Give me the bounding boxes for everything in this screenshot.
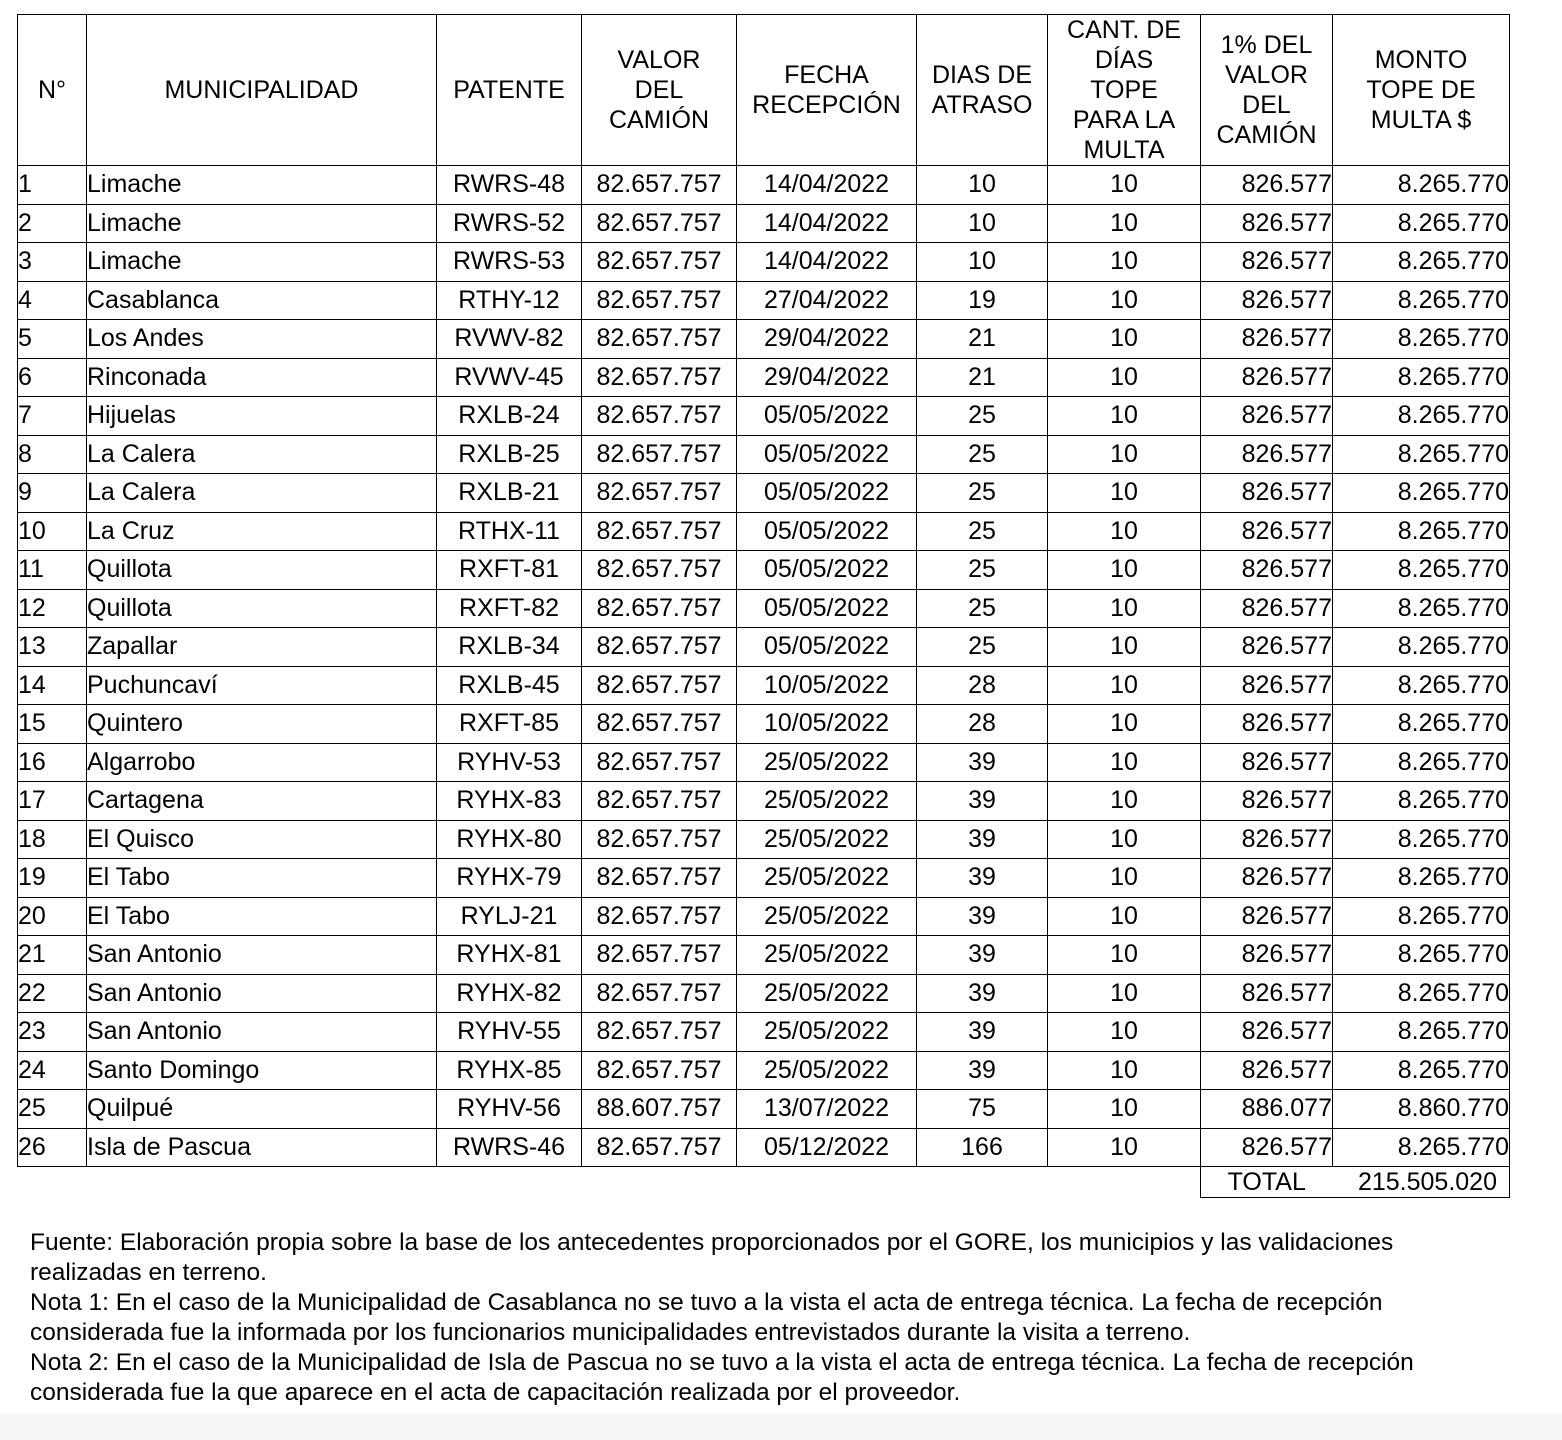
cell-patente: RXFT-81 <box>437 551 582 590</box>
table-row <box>18 166 1510 205</box>
cell-municipalidad: Quilpué <box>87 1090 437 1129</box>
table-row <box>18 628 1510 667</box>
cell-pct: 826.577 <box>1201 743 1333 782</box>
cell-tope: 10 <box>1048 705 1201 744</box>
cell-monto: 8.265.770 <box>1333 936 1510 975</box>
cell-num: 14 <box>18 666 87 705</box>
cell-valor: 88.607.757 <box>582 1090 737 1129</box>
cell-dias: 19 <box>917 281 1048 320</box>
total-label: TOTAL <box>1201 1167 1333 1198</box>
cell-dias: 25 <box>917 628 1048 667</box>
cell-fecha: 14/04/2022 <box>737 243 917 282</box>
cell-patente: RXLB-34 <box>437 628 582 667</box>
cell-tope: 10 <box>1048 1051 1201 1090</box>
cell-dias: 39 <box>917 974 1048 1013</box>
cell-patente: RYHX-80 <box>437 820 582 859</box>
cell-fecha: 25/05/2022 <box>737 743 917 782</box>
cell-num: 9 <box>18 474 87 513</box>
cell-monto: 8.265.770 <box>1333 551 1510 590</box>
cell-fecha: 25/05/2022 <box>737 974 917 1013</box>
cell-patente: RYHX-85 <box>437 1051 582 1090</box>
header-fecha: FECHA RECEPCIÓN <box>737 15 917 166</box>
cell-patente: RVWV-82 <box>437 320 582 359</box>
cell-num: 26 <box>18 1128 87 1167</box>
cell-patente: RYHV-56 <box>437 1090 582 1129</box>
cell-monto: 8.265.770 <box>1333 628 1510 667</box>
cell-patente: RWRS-46 <box>437 1128 582 1167</box>
cell-tope: 10 <box>1048 974 1201 1013</box>
header-patente: PATENTE <box>437 15 582 166</box>
cell-pct: 826.577 <box>1201 974 1333 1013</box>
cell-dias: 75 <box>917 1090 1048 1129</box>
table-row <box>18 1090 1510 1129</box>
cell-tope: 10 <box>1048 512 1201 551</box>
cell-fecha: 25/05/2022 <box>737 1013 917 1052</box>
cell-fecha: 10/05/2022 <box>737 666 917 705</box>
header-municipalidad: MUNICIPALIDAD <box>87 15 437 166</box>
cell-valor: 82.657.757 <box>582 320 737 359</box>
cell-tope: 10 <box>1048 628 1201 667</box>
table-row <box>18 204 1510 243</box>
cell-tope: 10 <box>1048 204 1201 243</box>
cell-patente: RYLJ-21 <box>437 897 582 936</box>
cell-municipalidad: San Antonio <box>87 974 437 1013</box>
cell-patente: RXLB-24 <box>437 397 582 436</box>
cell-pct: 826.577 <box>1201 936 1333 975</box>
cell-patente: RYHX-83 <box>437 782 582 821</box>
cell-municipalidad: Rinconada <box>87 358 437 397</box>
cell-pct: 826.577 <box>1201 243 1333 282</box>
cell-tope: 10 <box>1048 666 1201 705</box>
cell-dias: 39 <box>917 1013 1048 1052</box>
cell-num: 12 <box>18 589 87 628</box>
cell-monto: 8.265.770 <box>1333 281 1510 320</box>
cell-fecha: 05/05/2022 <box>737 589 917 628</box>
cell-municipalidad: Limache <box>87 204 437 243</box>
table-row <box>18 897 1510 936</box>
cell-dias: 25 <box>917 474 1048 513</box>
table-row <box>18 1051 1510 1090</box>
cell-municipalidad: La Cruz <box>87 512 437 551</box>
cell-monto: 8.265.770 <box>1333 320 1510 359</box>
table-row <box>18 820 1510 859</box>
cell-pct: 826.577 <box>1201 435 1333 474</box>
table-row <box>18 435 1510 474</box>
cell-pct: 826.577 <box>1201 859 1333 898</box>
cell-num: 25 <box>18 1090 87 1129</box>
cell-dias: 39 <box>917 1051 1048 1090</box>
cell-dias: 25 <box>917 435 1048 474</box>
cell-valor: 82.657.757 <box>582 705 737 744</box>
table-row <box>18 551 1510 590</box>
header-dias: DIAS DE ATRASO <box>917 15 1048 166</box>
cell-monto: 8.265.770 <box>1333 666 1510 705</box>
cell-pct: 826.577 <box>1201 1051 1333 1090</box>
cell-valor: 82.657.757 <box>582 1051 737 1090</box>
table-notes <box>30 1228 1510 1408</box>
cell-tope: 10 <box>1048 551 1201 590</box>
cell-valor: 82.657.757 <box>582 1013 737 1052</box>
cell-monto: 8.265.770 <box>1333 589 1510 628</box>
cell-num: 15 <box>18 705 87 744</box>
cell-dias: 28 <box>917 666 1048 705</box>
cell-fecha: 05/05/2022 <box>737 512 917 551</box>
cell-monto: 8.265.770 <box>1333 743 1510 782</box>
cell-municipalidad: Limache <box>87 243 437 282</box>
cell-tope: 10 <box>1048 243 1201 282</box>
cell-monto: 8.265.770 <box>1333 358 1510 397</box>
cell-municipalidad: La Calera <box>87 435 437 474</box>
cell-patente: RYHX-82 <box>437 974 582 1013</box>
header-tope: CANT. DE DÍAS TOPE PARA LA MULTA <box>1048 15 1201 166</box>
cell-municipalidad: San Antonio <box>87 936 437 975</box>
cell-pct: 826.577 <box>1201 551 1333 590</box>
cell-pct: 826.577 <box>1201 1013 1333 1052</box>
cell-dias: 39 <box>917 820 1048 859</box>
cell-dias: 39 <box>917 859 1048 898</box>
cell-valor: 82.657.757 <box>582 397 737 436</box>
cell-num: 7 <box>18 397 87 436</box>
cell-municipalidad: Hijuelas <box>87 397 437 436</box>
cell-pct: 826.577 <box>1201 397 1333 436</box>
cell-monto: 8.265.770 <box>1333 512 1510 551</box>
cell-pct: 826.577 <box>1201 474 1333 513</box>
cell-num: 6 <box>18 358 87 397</box>
cell-municipalidad: Santo Domingo <box>87 1051 437 1090</box>
cell-pct: 826.577 <box>1201 166 1333 205</box>
cell-valor: 82.657.757 <box>582 243 737 282</box>
cell-patente: RYHV-55 <box>437 1013 582 1052</box>
cell-patente: RYHX-81 <box>437 936 582 975</box>
cell-tope: 10 <box>1048 936 1201 975</box>
cell-tope: 10 <box>1048 897 1201 936</box>
cell-dias: 39 <box>917 743 1048 782</box>
cell-patente: RTHX-11 <box>437 512 582 551</box>
cell-monto: 8.265.770 <box>1333 705 1510 744</box>
cell-valor: 82.657.757 <box>582 204 737 243</box>
cell-dias: 39 <box>917 936 1048 975</box>
cell-monto: 8.265.770 <box>1333 474 1510 513</box>
cell-monto: 8.265.770 <box>1333 859 1510 898</box>
header-monto: MONTO TOPE DE MULTA $ <box>1333 15 1510 166</box>
cell-municipalidad: Cartagena <box>87 782 437 821</box>
cell-valor: 82.657.757 <box>582 551 737 590</box>
cell-pct: 826.577 <box>1201 782 1333 821</box>
cell-fecha: 27/04/2022 <box>737 281 917 320</box>
table-row <box>18 589 1510 628</box>
cell-num: 17 <box>18 782 87 821</box>
cell-valor: 82.657.757 <box>582 589 737 628</box>
cell-num: 24 <box>18 1051 87 1090</box>
total-spacer <box>18 1167 1201 1198</box>
cell-tope: 10 <box>1048 397 1201 436</box>
cell-patente: RVWV-45 <box>437 358 582 397</box>
cell-fecha: 14/04/2022 <box>737 166 917 205</box>
cell-municipalidad: El Tabo <box>87 859 437 898</box>
cell-tope: 10 <box>1048 1013 1201 1052</box>
cell-municipalidad: Isla de Pascua <box>87 1128 437 1167</box>
cell-patente: RYHX-79 <box>437 859 582 898</box>
table-row <box>18 1013 1510 1052</box>
cell-municipalidad: Quillota <box>87 589 437 628</box>
table-row <box>18 782 1510 821</box>
cell-fecha: 05/05/2022 <box>737 628 917 667</box>
header-num: N° <box>18 15 87 166</box>
cell-dias: 10 <box>917 204 1048 243</box>
cell-municipalidad: Quillota <box>87 551 437 590</box>
cell-valor: 82.657.757 <box>582 743 737 782</box>
cell-monto: 8.265.770 <box>1333 782 1510 821</box>
cell-fecha: 05/05/2022 <box>737 397 917 436</box>
cell-fecha: 29/04/2022 <box>737 358 917 397</box>
cell-monto: 8.265.770 <box>1333 897 1510 936</box>
cell-monto: 8.265.770 <box>1333 1051 1510 1090</box>
cell-valor: 82.657.757 <box>582 281 737 320</box>
cell-valor: 82.657.757 <box>582 628 737 667</box>
cell-num: 19 <box>18 859 87 898</box>
cell-patente: RTHY-12 <box>437 281 582 320</box>
cell-dias: 39 <box>917 782 1048 821</box>
cell-pct: 826.577 <box>1201 320 1333 359</box>
table-row <box>18 474 1510 513</box>
cell-patente: RXLB-21 <box>437 474 582 513</box>
cell-valor: 82.657.757 <box>582 666 737 705</box>
cell-num: 22 <box>18 974 87 1013</box>
cell-fecha: 25/05/2022 <box>737 1051 917 1090</box>
cell-valor: 82.657.757 <box>582 897 737 936</box>
cell-num: 20 <box>18 897 87 936</box>
cell-dias: 25 <box>917 589 1048 628</box>
cell-valor: 82.657.757 <box>582 782 737 821</box>
cell-pct: 826.577 <box>1201 628 1333 667</box>
cell-dias: 10 <box>917 166 1048 205</box>
fines-table <box>17 14 1510 1198</box>
cell-pct: 826.577 <box>1201 897 1333 936</box>
total-value: 215.505.020 <box>1333 1167 1510 1198</box>
table-row <box>18 397 1510 436</box>
table-row <box>18 705 1510 744</box>
table-row <box>18 974 1510 1013</box>
cell-num: 4 <box>18 281 87 320</box>
cell-municipalidad: Quintero <box>87 705 437 744</box>
cell-tope: 10 <box>1048 281 1201 320</box>
cell-monto: 8.860.770 <box>1333 1090 1510 1129</box>
cell-pct: 826.577 <box>1201 358 1333 397</box>
cell-municipalidad: Puchuncaví <box>87 666 437 705</box>
table-header-row <box>18 15 1510 166</box>
cell-pct: 886.077 <box>1201 1090 1333 1129</box>
cell-pct: 826.577 <box>1201 204 1333 243</box>
cell-tope: 10 <box>1048 435 1201 474</box>
cell-monto: 8.265.770 <box>1333 974 1510 1013</box>
cell-fecha: 05/05/2022 <box>737 435 917 474</box>
cell-monto: 8.265.770 <box>1333 435 1510 474</box>
cell-dias: 166 <box>917 1128 1048 1167</box>
source-note: Fuente: Elaboración propia sobre la base de los antecedentes proporcionados por el GORE, los municipios y las validaciones realizadas en terreno. <box>30 1229 1394 1286</box>
table-body <box>18 166 1510 1167</box>
cell-patente: RWRS-52 <box>437 204 582 243</box>
cell-valor: 82.657.757 <box>582 166 737 205</box>
cell-tope: 10 <box>1048 166 1201 205</box>
cell-tope: 10 <box>1048 474 1201 513</box>
cell-pct: 826.577 <box>1201 281 1333 320</box>
cell-fecha: 25/05/2022 <box>737 936 917 975</box>
cell-municipalidad: Algarrobo <box>87 743 437 782</box>
cell-fecha: 25/05/2022 <box>737 859 917 898</box>
cell-num: 18 <box>18 820 87 859</box>
cell-municipalidad: La Calera <box>87 474 437 513</box>
table-row <box>18 859 1510 898</box>
cell-fecha: 05/05/2022 <box>737 551 917 590</box>
cell-dias: 25 <box>917 512 1048 551</box>
cell-fecha: 25/05/2022 <box>737 782 917 821</box>
cell-municipalidad: Casablanca <box>87 281 437 320</box>
cell-monto: 8.265.770 <box>1333 243 1510 282</box>
cell-municipalidad: San Antonio <box>87 1013 437 1052</box>
cell-monto: 8.265.770 <box>1333 204 1510 243</box>
cell-num: 10 <box>18 512 87 551</box>
cell-tope: 10 <box>1048 1128 1201 1167</box>
cell-fecha: 25/05/2022 <box>737 820 917 859</box>
cell-tope: 10 <box>1048 782 1201 821</box>
cell-num: 1 <box>18 166 87 205</box>
note-1: Nota 1: En el caso de la Municipalidad de Casablanca no se tuvo a la vista el acta de entrega técnica. La fecha de recepción considerada fue la informada por los funcionarios municipalidades entrevistados durante la visita a terreno. <box>30 1289 1383 1346</box>
cell-dias: 39 <box>917 897 1048 936</box>
cell-dias: 21 <box>917 358 1048 397</box>
cell-monto: 8.265.770 <box>1333 1128 1510 1167</box>
cell-fecha: 13/07/2022 <box>737 1090 917 1129</box>
cell-fecha: 10/05/2022 <box>737 705 917 744</box>
cell-fecha: 25/05/2022 <box>737 897 917 936</box>
cell-municipalidad: El Tabo <box>87 897 437 936</box>
table-row <box>18 666 1510 705</box>
cell-valor: 82.657.757 <box>582 974 737 1013</box>
table-row <box>18 936 1510 975</box>
cell-fecha: 05/05/2022 <box>737 474 917 513</box>
cell-tope: 10 <box>1048 320 1201 359</box>
cell-num: 2 <box>18 204 87 243</box>
cell-tope: 10 <box>1048 1090 1201 1129</box>
cell-pct: 826.577 <box>1201 705 1333 744</box>
table-row <box>18 358 1510 397</box>
cell-tope: 10 <box>1048 743 1201 782</box>
cell-num: 13 <box>18 628 87 667</box>
cell-dias: 25 <box>917 397 1048 436</box>
cell-fecha: 05/12/2022 <box>737 1128 917 1167</box>
cell-valor: 82.657.757 <box>582 474 737 513</box>
cell-dias: 10 <box>917 243 1048 282</box>
cell-num: 3 <box>18 243 87 282</box>
cell-monto: 8.265.770 <box>1333 820 1510 859</box>
cell-patente: RXLB-25 <box>437 435 582 474</box>
cell-fecha: 14/04/2022 <box>737 204 917 243</box>
cell-num: 21 <box>18 936 87 975</box>
cell-monto: 8.265.770 <box>1333 397 1510 436</box>
cell-patente: RWRS-48 <box>437 166 582 205</box>
cell-valor: 82.657.757 <box>582 820 737 859</box>
cell-dias: 21 <box>917 320 1048 359</box>
cell-patente: RWRS-53 <box>437 243 582 282</box>
cell-dias: 28 <box>917 705 1048 744</box>
cell-valor: 82.657.757 <box>582 859 737 898</box>
header-pct: 1% DEL VALOR DEL CAMIÓN <box>1201 15 1333 166</box>
cell-fecha: 29/04/2022 <box>737 320 917 359</box>
cell-pct: 826.577 <box>1201 1128 1333 1167</box>
cell-tope: 10 <box>1048 820 1201 859</box>
table-row <box>18 512 1510 551</box>
cell-valor: 82.657.757 <box>582 936 737 975</box>
cell-tope: 10 <box>1048 859 1201 898</box>
cell-pct: 826.577 <box>1201 589 1333 628</box>
header-valor: VALOR DEL CAMIÓN <box>582 15 737 166</box>
cell-tope: 10 <box>1048 358 1201 397</box>
cell-municipalidad: Zapallar <box>87 628 437 667</box>
cell-municipalidad: Los Andes <box>87 320 437 359</box>
note-2: Nota 2: En el caso de la Municipalidad de Isla de Pascua no se tuvo a la vista el acta de entrega técnica. La fecha de recepción considerada fue la que aparece en el acta de capacitación realizada por el proveedor. <box>30 1349 1414 1406</box>
cell-valor: 82.657.757 <box>582 435 737 474</box>
table-row <box>18 743 1510 782</box>
page-bottom-shade <box>0 1414 1562 1440</box>
cell-patente: RXFT-85 <box>437 705 582 744</box>
table-row <box>18 1128 1510 1167</box>
total-row <box>18 1167 1510 1198</box>
cell-num: 16 <box>18 743 87 782</box>
cell-valor: 82.657.757 <box>582 358 737 397</box>
cell-municipalidad: El Quisco <box>87 820 437 859</box>
cell-valor: 82.657.757 <box>582 512 737 551</box>
cell-patente: RXFT-82 <box>437 589 582 628</box>
cell-tope: 10 <box>1048 589 1201 628</box>
cell-dias: 25 <box>917 551 1048 590</box>
cell-num: 23 <box>18 1013 87 1052</box>
cell-num: 11 <box>18 551 87 590</box>
table-row <box>18 281 1510 320</box>
cell-valor: 82.657.757 <box>582 1128 737 1167</box>
table-row <box>18 320 1510 359</box>
cell-num: 8 <box>18 435 87 474</box>
cell-num: 5 <box>18 320 87 359</box>
cell-patente: RYHV-53 <box>437 743 582 782</box>
cell-patente: RXLB-45 <box>437 666 582 705</box>
cell-monto: 8.265.770 <box>1333 1013 1510 1052</box>
cell-pct: 826.577 <box>1201 666 1333 705</box>
cell-pct: 826.577 <box>1201 820 1333 859</box>
cell-pct: 826.577 <box>1201 512 1333 551</box>
cell-municipalidad: Limache <box>87 166 437 205</box>
table-row <box>18 243 1510 282</box>
cell-monto: 8.265.770 <box>1333 166 1510 205</box>
